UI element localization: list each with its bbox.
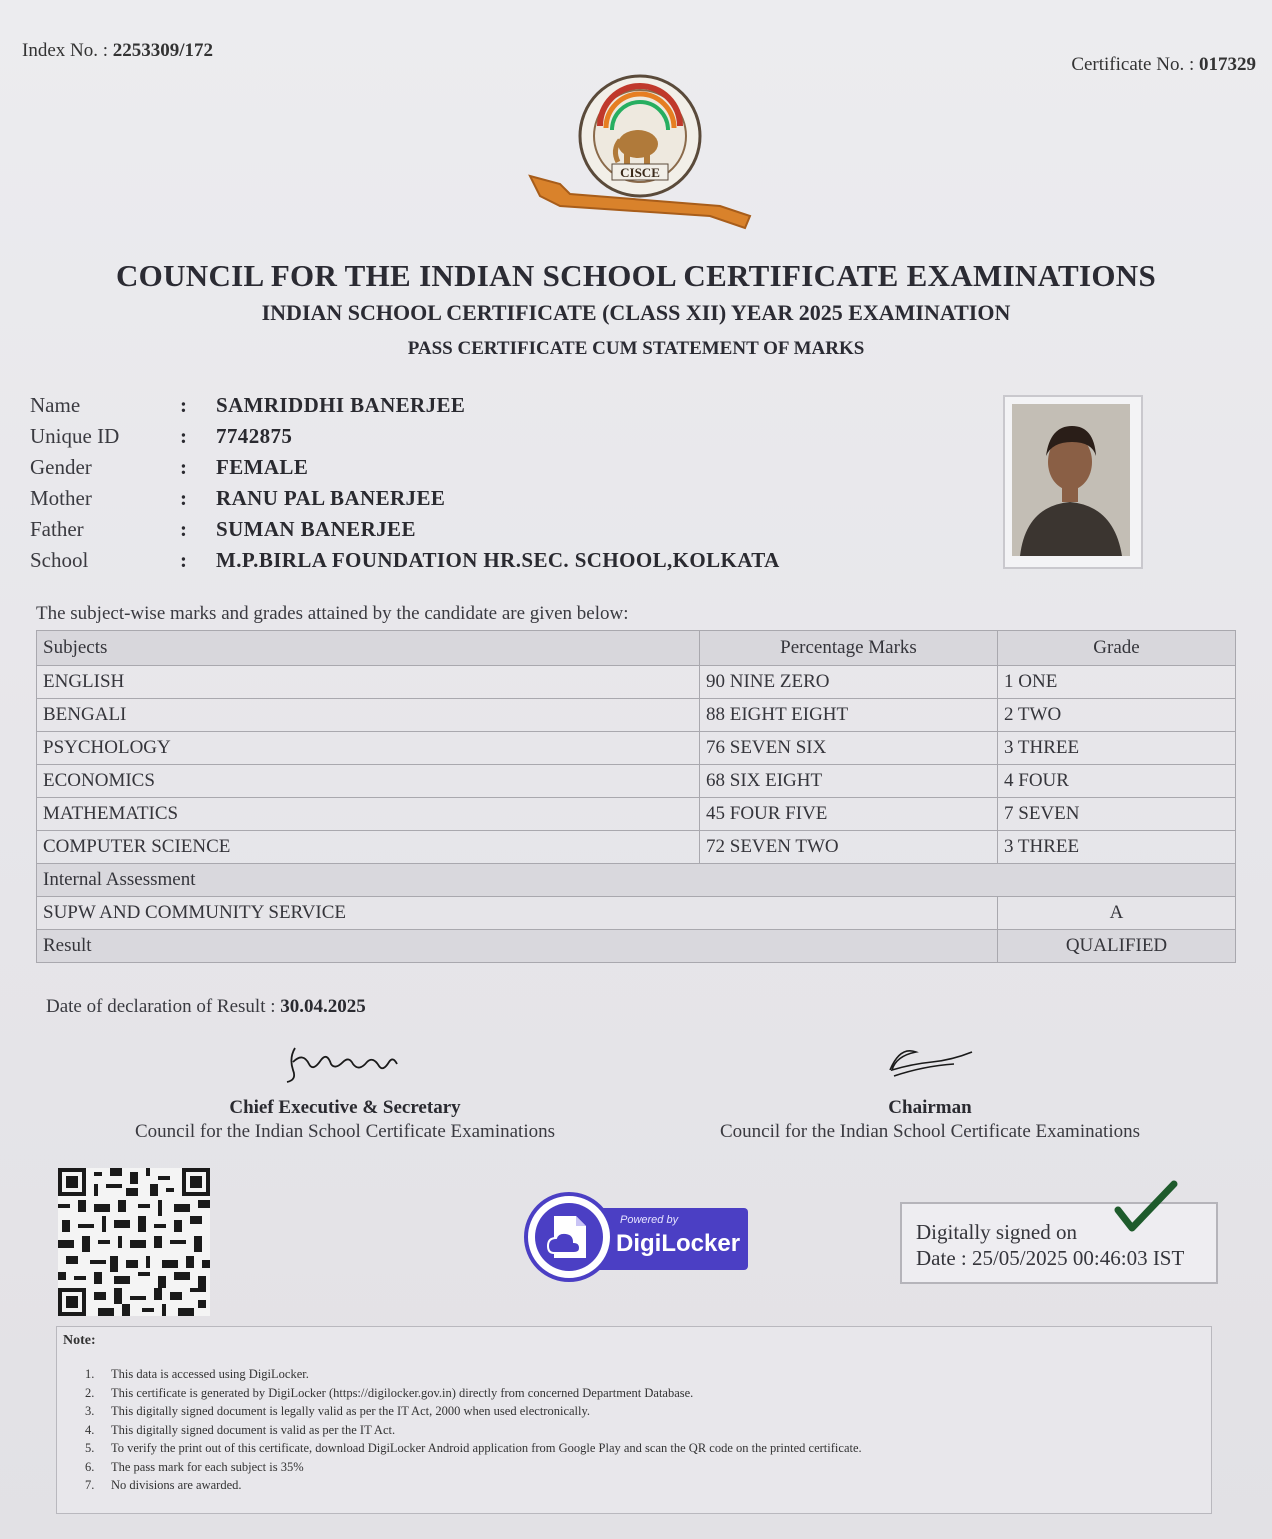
subject-cell: ECONOMICS (37, 765, 700, 798)
candidate-school: M.P.BIRLA FOUNDATION HR.SEC. SCHOOL,KOLKATA (216, 548, 780, 572)
digilocker-label-box (592, 1208, 748, 1270)
result-label: Result (37, 930, 998, 963)
note-number: 5. (85, 1441, 95, 1455)
marks-cell: 90 NINE ZERO (700, 666, 998, 699)
signature-icon (275, 1040, 415, 1088)
note-text: This digitally signed document is legally valid as per the IT Act, 2000 when used electronically. (111, 1404, 591, 1418)
check-icon (1110, 1180, 1180, 1236)
info-colon: : (180, 393, 187, 417)
table-row (37, 798, 1236, 831)
note-text: The pass mark for each subject is 35% (111, 1459, 304, 1474)
digilocker-name: DigiLocker (616, 1230, 741, 1257)
subject-cell: MATHEMATICS (37, 798, 700, 831)
candidate-row-gender (30, 452, 930, 483)
note-number: 1. (85, 1367, 95, 1381)
subject-cell: PSYCHOLOGY (37, 732, 700, 765)
marks-cell: 76 SEVEN SIX (700, 732, 998, 765)
notes-title: Note: (63, 1333, 96, 1348)
list-item (85, 1460, 862, 1479)
exam-title: INDIAN SCHOOL CERTIFICATE (CLASS XII) YEAR 2025 EXAMINATION (261, 300, 1011, 325)
candidate-row-school (30, 545, 930, 576)
candidate-unique-id: 7742875 (216, 424, 293, 448)
index-value: 2253309/172 (112, 40, 214, 61)
info-colon: : (180, 455, 187, 479)
left-signatory-org: Council for the Indian School Certificate Examinations (134, 1121, 555, 1142)
person-photo-icon (1012, 404, 1130, 556)
marks-cell: 72 SEVEN TWO (700, 831, 998, 864)
list-item (85, 1478, 862, 1497)
right-signatory-org: Council for the Indian School Certificate Examinations (719, 1121, 1140, 1142)
candidate-details (30, 390, 930, 576)
certificate-number (1071, 54, 1256, 76)
cisce-emblem-icon (520, 66, 760, 236)
list-item (85, 1367, 862, 1386)
result-value: QUALIFIED (998, 930, 1236, 963)
certificate-value: 017329 (1199, 54, 1256, 75)
digilocker-badge (524, 1192, 750, 1282)
digilocker-logo-icon (524, 1192, 614, 1282)
candidate-mother: RANU PAL BANERJEE (216, 486, 446, 510)
grade-cell: 3 THREE (998, 831, 1236, 864)
signature-icon (860, 1040, 1000, 1088)
marks-intro: The subject-wise marks and grades attained by the candidate are given below: (36, 603, 629, 624)
note-number: 3. (85, 1404, 95, 1418)
candidate-row-mother (30, 483, 930, 514)
marks-cell: 68 SIX EIGHT (700, 765, 998, 798)
info-label: Name (30, 393, 81, 417)
list-item (85, 1441, 862, 1460)
marks-cell: 45 FOUR FIVE (700, 798, 998, 831)
signature-right (690, 1040, 1170, 1143)
note-number: 6. (85, 1459, 95, 1474)
certificate-label: Certificate No. : (1071, 54, 1195, 75)
table-row (37, 699, 1236, 732)
marks-table (36, 630, 1236, 963)
grade-header: Grade (998, 631, 1236, 666)
candidate-photo (1012, 404, 1130, 556)
grade-cell: 3 THREE (998, 732, 1236, 765)
percentage-header: Percentage Marks (700, 631, 998, 666)
list-item (85, 1386, 862, 1405)
declaration-date (46, 996, 366, 1018)
info-label: Gender (30, 455, 92, 479)
list-item (85, 1423, 862, 1442)
info-label: Father (30, 517, 84, 541)
emblem-text: CISCE (620, 165, 660, 180)
list-item (85, 1404, 862, 1423)
left-signatory-title: Chief Executive & Secretary (229, 1097, 461, 1118)
subject-cell: COMPUTER SCIENCE (37, 831, 700, 864)
right-signatory-title: Chairman (888, 1097, 972, 1118)
index-label: Index No. : (22, 40, 109, 61)
qr-code-icon (58, 1168, 210, 1316)
table-row (37, 897, 1236, 930)
index-number (22, 40, 213, 62)
marks-cell: 88 EIGHT EIGHT (700, 699, 998, 732)
council-title: COUNCIL FOR THE INDIAN SCHOOL CERTIFICATE EXAMINATIONS (115, 258, 1156, 293)
info-colon: : (180, 548, 187, 572)
note-text: This digitally signed document is valid as per the IT Act. (111, 1422, 396, 1437)
internal-assessment-label: Internal Assessment (37, 864, 1236, 897)
result-row (37, 930, 1236, 963)
subject-cell: BENGALI (37, 699, 700, 732)
grade-cell: 2 TWO (998, 699, 1236, 732)
signature-left (100, 1040, 590, 1143)
declaration-value: 30.04.2025 (280, 996, 366, 1017)
note-number: 2. (85, 1385, 95, 1400)
note-text: This certificate is generated by DigiLocker (https://digilocker.gov.in) directly from concerned Department Database. (111, 1385, 694, 1400)
grade-cell: 1 ONE (998, 666, 1236, 699)
info-colon: : (180, 517, 187, 541)
grade-cell: 7 SEVEN (998, 798, 1236, 831)
digilocker-powered-text: Powered by (620, 1214, 679, 1226)
internal-assessment-row (37, 864, 1236, 897)
internal-subject-cell: SUPW AND COMMUNITY SERVICE (37, 897, 998, 930)
notes-box (56, 1326, 1212, 1514)
certificate-title: PASS CERTIFICATE CUM STATEMENT OF MARKS (407, 338, 865, 359)
info-colon: : (180, 424, 187, 448)
notes-list (85, 1367, 862, 1497)
candidate-row-father (30, 514, 930, 545)
grade-cell: 4 FOUR (998, 765, 1236, 798)
table-row (37, 666, 1236, 699)
note-text: To verify the print out of this certificate, download DigiLocker Android application from Google Play and scan the QR code on the printed certificate. (111, 1441, 862, 1455)
subjects-header: Subjects (37, 631, 700, 666)
candidate-row-name (30, 390, 930, 421)
subject-cell: ENGLISH (37, 666, 700, 699)
note-text: No divisions are awarded. (111, 1478, 242, 1492)
declaration-label: Date of declaration of Result : (46, 996, 276, 1017)
note-number: 7. (85, 1478, 95, 1492)
note-number: 4. (85, 1422, 95, 1437)
info-label: Unique ID (30, 424, 120, 448)
candidate-father: SUMAN BANERJEE (216, 517, 416, 541)
note-text: This data is accessed using DigiLocker. (111, 1367, 309, 1381)
candidate-gender: FEMALE (216, 455, 309, 479)
digitally-signed-label: Digitally signed on (916, 1220, 1077, 1244)
candidate-row-unique-id (30, 421, 930, 452)
table-row (37, 732, 1236, 765)
info-colon: : (180, 486, 187, 510)
internal-grade-cell: A (998, 897, 1236, 930)
table-header-row (37, 631, 1236, 666)
info-label: Mother (30, 486, 92, 510)
table-row (37, 765, 1236, 798)
table-row (37, 831, 1236, 864)
info-label: School (30, 548, 89, 572)
candidate-name: SAMRIDDHI BANERJEE (216, 393, 466, 417)
digitally-signed-date: Date : 25/05/2025 00:46:03 IST (916, 1246, 1185, 1270)
